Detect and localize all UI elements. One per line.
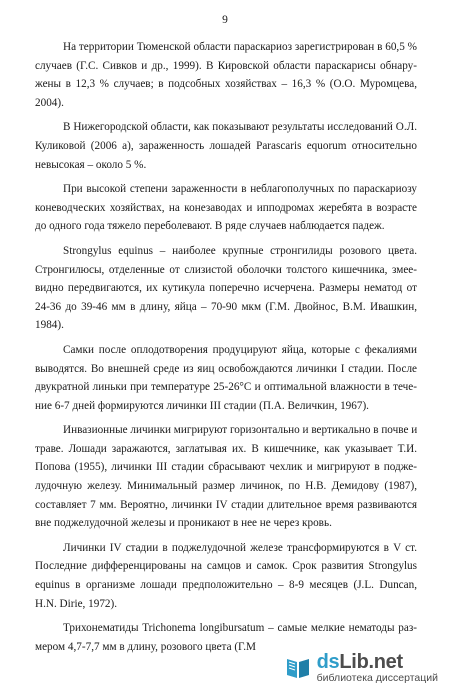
text-line: вне поджелудочной железы и проникают в нее не через кровь. bbox=[35, 517, 332, 530]
text-line: коневодческих хозяйствах, на конезаводах и ипподромах жеребята в возрасте bbox=[35, 201, 417, 214]
text-line: двукратной линьки при температуре 25-26°С и оптимальной влажности в тече- bbox=[35, 381, 417, 394]
watermark-text bbox=[317, 652, 438, 684]
text-line: жены в 12,3 % случаев; в подсобных хозяйствах – 16,3 % (О.О. Муромцева, bbox=[35, 78, 417, 91]
text-line: составляет 7 мм. Вероятно, личинки IV стадии длительное время развиваются bbox=[35, 498, 417, 511]
text-line: Куликовой (2006 а), зараженность лошадей Parascaris equorum относительно bbox=[35, 139, 417, 152]
document-body bbox=[35, 38, 417, 662]
text-line: ние 6-7 дней формируются личинки III стадии (П.А. Величкин, 1967). bbox=[35, 399, 369, 412]
text-line: Трихонематиды Trichonema longibursatum – самые мелкие нематоды раз- bbox=[63, 622, 417, 635]
paragraph bbox=[35, 242, 417, 335]
text-line: H.N. Dirie, 1972). bbox=[35, 597, 118, 610]
paragraph bbox=[35, 180, 417, 236]
text-line: Личинки IV стадии в поджелудочной железе трансформируются в V ст. bbox=[63, 541, 417, 554]
paragraph bbox=[35, 341, 417, 415]
text-line: траве. Лошади заражаются, заглатывая их. В кишечнике, как указывает Т.И. bbox=[35, 442, 417, 455]
text-line: На территории Тюменской области параскариоз зарегистрирован в 60,5 % bbox=[63, 41, 417, 53]
text-line: невысокая – около 5 %. bbox=[35, 158, 147, 171]
book-icon bbox=[284, 653, 312, 681]
text-line: При высокой степени зараженности в неблагополучных по параскариозу bbox=[63, 183, 417, 196]
watermark-subtitle: библиотека диссертаций bbox=[316, 671, 438, 684]
text-line: 2004). bbox=[35, 96, 64, 109]
text-line: В Нижегородской области, как показывают результаты исследований О.Л. bbox=[63, 121, 417, 134]
text-line: Попова (1955), личинки III стадии сбрасывают чехлик и мигрируют в подже- bbox=[35, 461, 417, 474]
text-line: Инвазионные личинки мигрируют горизонтально и вертикально в почве и bbox=[63, 424, 417, 437]
page-number: 9 bbox=[222, 14, 228, 26]
text-line: лудочную железу. Минимальный размер личинок, по Н.В. Демидову (1987), bbox=[35, 480, 417, 493]
text-line: 24-36 до 39-46 мм в длину, яйца – 70-90 мкм (Г.М. Двойнос, В.М. Ивашкин, bbox=[35, 300, 417, 313]
text-line: Стронгилюсы, отделенные от слизистой оболочки толстого кишечника, змее- bbox=[35, 263, 417, 276]
text-line: мером 4,7-7,7 мм в длину, розового цвета (Г.М bbox=[35, 640, 257, 653]
text-line: выводятся. Во внешней среде из яиц освобождаются личинки I стадии. После bbox=[35, 362, 417, 375]
watermark bbox=[280, 650, 442, 686]
text-line: Strongylus equinus – наиболее крупные стронгилиды розового цвета. bbox=[63, 244, 417, 257]
text-line: до одного года тяжело переболевают. В ряде случаев наблюдается падеж. bbox=[35, 220, 385, 233]
paragraph bbox=[35, 539, 417, 613]
text-line: 1984). bbox=[35, 319, 64, 332]
text-line: equinus в организме лошади предположительно – 8-9 месяцев (J.L. Duncan, bbox=[35, 579, 417, 592]
text-line: Последние дифференцированы на самцов и самок. Срок развития Strongylus bbox=[35, 560, 417, 573]
paragraph bbox=[35, 118, 417, 174]
paragraph bbox=[35, 421, 417, 533]
text-line: случаев (Г.С. Сивков и др., 1999). В Кировской области параскарисы обнару- bbox=[35, 59, 417, 72]
watermark-brand: dsLib.net bbox=[316, 650, 403, 673]
paragraph bbox=[35, 38, 417, 112]
text-line: видно передвигаются, их кутикула поперечно исчерчена. Размеры нематод от bbox=[35, 282, 417, 295]
text-line: Самки после оплодотворения продуцируют яйца, которые с фекалиями bbox=[63, 343, 417, 356]
